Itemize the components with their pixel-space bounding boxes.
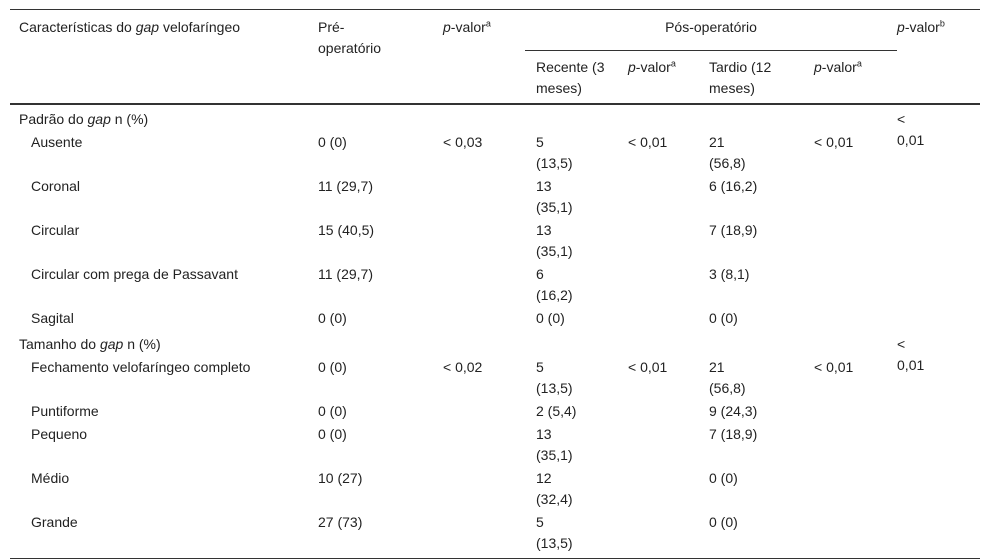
row-label: Circular: [31, 222, 80, 238]
cell-p-recent: [628, 467, 709, 511]
empty-cell: [628, 330, 709, 356]
cell-p-recent: < 0,01: [628, 359, 668, 375]
header-p-value-b: [897, 10, 980, 105]
cell-p-recent: [628, 219, 709, 263]
cell-late: 21 (56,8): [709, 359, 746, 396]
empty-cell: [709, 104, 814, 131]
header-pb-rest: -valor: [904, 19, 940, 35]
empty-cell: [525, 104, 628, 131]
header-characteristic: [10, 10, 318, 105]
cell-p-pre: [443, 219, 525, 263]
cell-p-pre: [443, 400, 525, 423]
row-label: Circular com prega de Passavant: [31, 266, 238, 282]
cell-p-pre: [443, 467, 525, 511]
header-characteristic-text: Características do: [19, 19, 136, 35]
table-row: [10, 356, 980, 400]
cell-late: 9 (24,3): [709, 403, 758, 419]
empty-cell: [443, 330, 525, 356]
cell-pre-op: 0 (0): [318, 310, 347, 326]
cell-p-pre: [443, 175, 525, 219]
empty-cell: [628, 104, 709, 131]
row-label: Sagital: [31, 310, 74, 326]
cell-p-late: [814, 175, 897, 219]
cell-p-recent: [628, 175, 709, 219]
group-title-pre: Padrão do: [19, 111, 88, 127]
cell-pre-op: 27 (73): [318, 514, 363, 530]
table-row: [10, 175, 980, 219]
group-row: [10, 104, 980, 131]
header-p-rest: -valor: [450, 19, 486, 35]
group-title: [10, 330, 318, 356]
empty-cell: [443, 104, 525, 131]
cell-p-late: [814, 307, 897, 330]
cell-recent: 13 (35,1): [536, 426, 573, 463]
row-label: Fechamento velofaríngeo completo: [31, 359, 251, 375]
cell-pre-op: 0 (0): [318, 359, 347, 375]
cell-late: 0 (0): [709, 310, 738, 326]
cell-p-late: [814, 263, 897, 307]
cell-p-late: [814, 219, 897, 263]
cell-p-pre: [443, 263, 525, 307]
row-label: Médio: [31, 470, 70, 486]
group-p-value-b: < 0,01: [897, 336, 925, 373]
cell-recent: 13 (35,1): [536, 222, 573, 259]
header-p-recent: [628, 51, 709, 105]
table-body: [10, 104, 980, 559]
header-row: [10, 10, 980, 51]
header-pb-sup: b: [939, 18, 945, 29]
cell-p-late: < 0,01: [814, 134, 854, 150]
cell-pre-op: 15 (40,5): [318, 222, 375, 238]
cell-p-late: [814, 400, 897, 423]
group-row: [10, 330, 980, 356]
header-pl-em: p: [814, 59, 822, 75]
cell-pre-op: 0 (0): [318, 403, 347, 419]
header-p-sup: a: [485, 18, 491, 29]
header-pre-op: Pré-operatório: [318, 19, 382, 56]
cell-recent: 6 (16,2): [536, 266, 573, 303]
row-label: Pequeno: [31, 426, 88, 442]
table-row: [10, 400, 980, 423]
cell-pre-op: 0 (0): [318, 134, 347, 150]
table-row: [10, 467, 980, 511]
cell-p-recent: [628, 400, 709, 423]
cell-recent: 5 (13,5): [536, 359, 573, 396]
header-characteristic-text-2: velofaríngeo: [159, 19, 241, 35]
cell-recent: 0 (0): [536, 310, 565, 326]
cell-late: 7 (18,9): [709, 426, 758, 442]
group-p-value-b: < 0,01: [897, 111, 925, 148]
cell-p-late: [814, 423, 897, 467]
table-row: [10, 511, 980, 559]
row-label: Grande: [31, 514, 78, 530]
header-pr-sup: a: [670, 58, 676, 69]
table-row: [10, 263, 980, 307]
cell-p-recent: [628, 511, 709, 559]
empty-cell: [318, 330, 443, 356]
cell-p-pre: [443, 423, 525, 467]
header-pr-rest: -valor: [635, 59, 671, 75]
group-title-post: n (%): [110, 111, 149, 127]
cell-p-recent: < 0,01: [628, 134, 668, 150]
empty-cell: [814, 104, 897, 131]
cell-pre-op: 11 (29,7): [318, 266, 373, 282]
cell-p-pre: < 0,03: [443, 134, 483, 150]
header-p-late: [814, 51, 897, 105]
group-title: [10, 104, 318, 131]
row-label: Puntiforme: [31, 403, 99, 419]
header-pr-em: p: [628, 59, 636, 75]
empty-cell: [525, 330, 628, 356]
cell-p-pre: [443, 307, 525, 330]
header-p-value-a: [443, 10, 525, 105]
header-pb-em: p: [897, 19, 905, 35]
cell-recent: 13 (35,1): [536, 178, 573, 215]
cell-late: 7 (18,9): [709, 222, 758, 238]
cell-p-recent: [628, 307, 709, 330]
cell-pre-op: 10 (27): [318, 470, 363, 486]
cell-late: 3 (8,1): [709, 266, 750, 282]
cell-p-pre: < 0,02: [443, 359, 483, 375]
header-post-op: Pós-operatório: [525, 10, 897, 51]
cell-p-pre: [443, 511, 525, 559]
empty-cell: [814, 330, 897, 356]
header-pl-rest: -valor: [821, 59, 857, 75]
cell-late: 0 (0): [709, 470, 738, 486]
cell-recent: 12 (32,4): [536, 470, 573, 507]
header-pl-sup: a: [856, 58, 862, 69]
cell-late: 0 (0): [709, 514, 738, 530]
cell-p-late: [814, 511, 897, 559]
group-title-pre: Tamanho do: [19, 336, 100, 352]
cell-late: 6 (16,2): [709, 178, 758, 194]
table-row: [10, 131, 980, 175]
header-p-em: p: [443, 19, 451, 35]
cell-p-late: [814, 467, 897, 511]
group-title-post: n (%): [123, 336, 161, 352]
header-characteristic-em: gap: [135, 19, 160, 35]
row-label: Coronal: [31, 178, 81, 194]
group-title-em: gap: [99, 336, 124, 352]
empty-cell: [318, 104, 443, 131]
cell-pre-op: 0 (0): [318, 426, 347, 442]
cell-recent: 5 (13,5): [536, 134, 573, 171]
cell-p-late: < 0,01: [814, 359, 854, 375]
cell-p-recent: [628, 263, 709, 307]
table-row: [10, 423, 980, 467]
table-row: [10, 307, 980, 330]
cell-pre-op: 11 (29,7): [318, 178, 373, 194]
group-title-em: gap: [87, 111, 111, 127]
cell-recent: 2 (5,4): [536, 403, 577, 419]
row-label: Ausente: [31, 134, 83, 150]
cell-p-recent: [628, 423, 709, 467]
header-late: Tardio (12 meses): [709, 59, 772, 96]
empty-cell: [709, 330, 814, 356]
header-recent: Recente (3 meses): [536, 59, 605, 96]
velopharyngeal-gap-table: [10, 9, 980, 559]
cell-recent: 5 (13,5): [536, 514, 573, 551]
table-row: [10, 219, 980, 263]
cell-late: 21 (56,8): [709, 134, 746, 171]
